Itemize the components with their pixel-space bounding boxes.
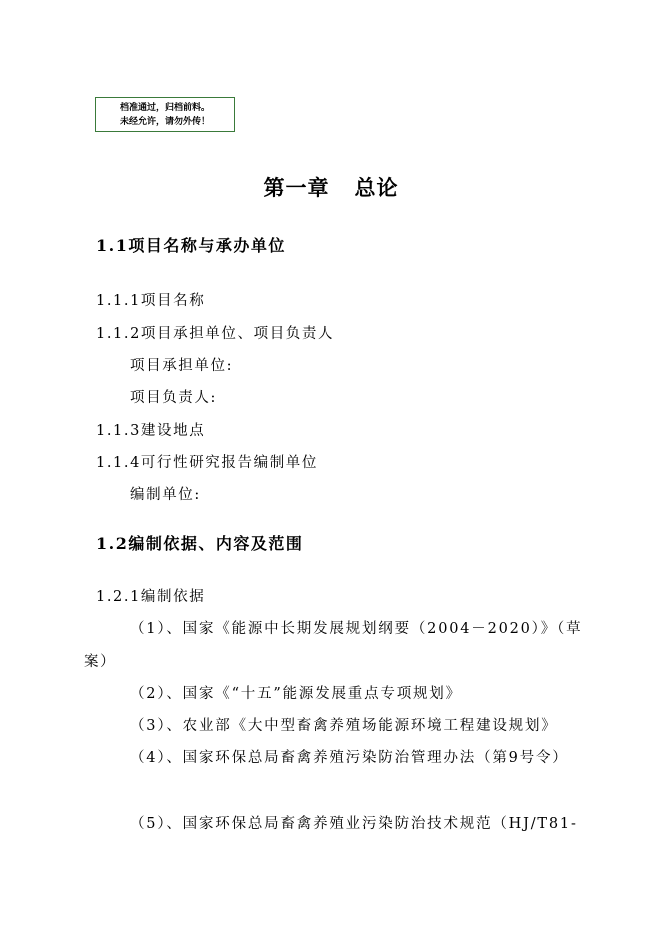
reference-item-5: （5）、国家环保总局畜禽养殖业污染防治技术规范（HJ/T81-: [130, 816, 578, 832]
chapter-title: 第一章 总论: [263, 175, 399, 200]
leader-label: 项目负责人:: [130, 390, 217, 406]
subsection-1-1-2: 1.1.2项目承担单位、项目负责人: [96, 326, 335, 342]
undertaker-label: 项目承担单位:: [130, 358, 234, 374]
reference-item-4: （4）、国家环保总局畜禽养殖污染防治管理办法（第9号令）: [130, 750, 569, 766]
section-heading-1-1: 1.1项目名称与承办单位: [96, 236, 286, 255]
reference-item-1: （1）、国家《能源中长期发展规划纲要（2004－2020）》（草: [130, 621, 583, 637]
subsection-1-1-4: 1.1.4可行性研究报告编制单位: [96, 455, 318, 471]
stamp-line-2: 未经允许，请勿外传！: [119, 117, 210, 127]
approval-stamp: [95, 97, 235, 132]
reference-item-2: （2）、国家《“十五”能源发展重点专项规划》: [130, 686, 462, 702]
section-heading-1-2: 1.2编制依据、内容及范围: [96, 534, 304, 553]
subsection-1-1-3: 1.1.3建设地点: [96, 423, 206, 439]
compiler-label: 编制单位:: [130, 487, 201, 503]
subsection-1-2-1: 1.2.1编制依据: [96, 589, 206, 605]
reference-item-3: （3）、农业部《大中型畜禽养殖场能源环境工程建设规划》: [130, 718, 558, 734]
subsection-1-1-1: 1.1.1项目名称: [96, 293, 206, 309]
reference-item-1-continued: 案）: [84, 654, 117, 670]
stamp-line-1: 档准通过，归档前料。: [119, 103, 210, 113]
